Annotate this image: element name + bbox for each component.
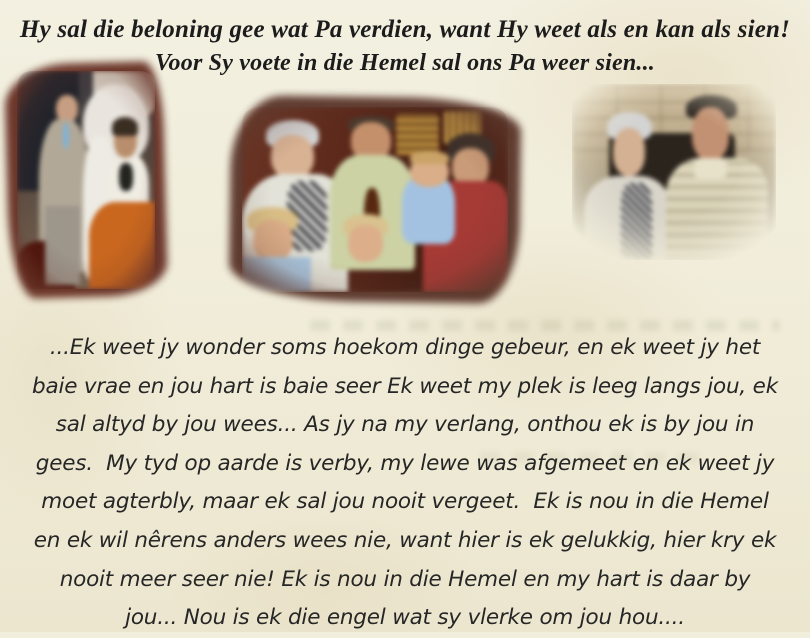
grandfather-face	[271, 135, 314, 179]
boy-blue-shirt	[242, 257, 311, 292]
toddler-face	[348, 225, 383, 262]
poem-line-6: en ek wil nêrens anders wees nie, want hier is ek gelukkig, hier kry ek	[33, 527, 777, 553]
poem-line-3: sal altyd by jou wees... As jy na my verlang, onthou ek is by jou in	[55, 412, 755, 438]
verse-line-1: Hy sal die beloning gee wat Pa verdien, want Hy weet als en kan als sien!	[19, 16, 791, 43]
memorial-poem	[0, 329, 810, 638]
two-men-photo	[572, 84, 776, 260]
poem-line-7: nooit meer seer nie! Ek is nou in die Hemel en my hart is daar by	[59, 566, 751, 592]
orange-carpet	[89, 202, 155, 289]
wedding-photo	[10, 66, 162, 294]
verse-line-2: Voor Sy voete in die Hemel sal ons Pa weer sien...	[155, 50, 655, 76]
two-men-photo-scene	[572, 84, 776, 260]
poem-line-8: jou... Nou is ek die engel wat sy vlerke om jou hou....	[125, 605, 685, 631]
boy-face	[253, 220, 293, 261]
poem-line-2: baie vrae en jou hart is baie seer Ek weet my plek is leeg langs jou, ek	[32, 373, 778, 399]
wall-frame-1	[396, 114, 439, 155]
shirt-collar	[694, 158, 727, 179]
poem-line-4: gees. My tyd op aarde is verby, my lewe was afgemeet en ek weet jy	[35, 450, 775, 476]
boy-bow	[119, 163, 133, 191]
poem-line-1: ...Ek weet jy wonder soms hoekom dinge gebeur, en ek weet jy het	[49, 335, 761, 360]
family-photo-scene	[242, 107, 508, 292]
boy-hair	[112, 117, 138, 137]
younger-face	[692, 107, 729, 162]
elder-face	[613, 128, 646, 176]
groom-trousers	[45, 206, 81, 284]
wedding-photo-scene	[17, 71, 155, 289]
elder-plaid-scarf	[621, 183, 652, 260]
family-group-photo	[234, 101, 516, 298]
poem-line-5: moet agterbly, maar ek sal jou nooit vergeet. Ek is nou in die Hemel	[41, 489, 769, 515]
held-child-hair	[410, 151, 450, 164]
